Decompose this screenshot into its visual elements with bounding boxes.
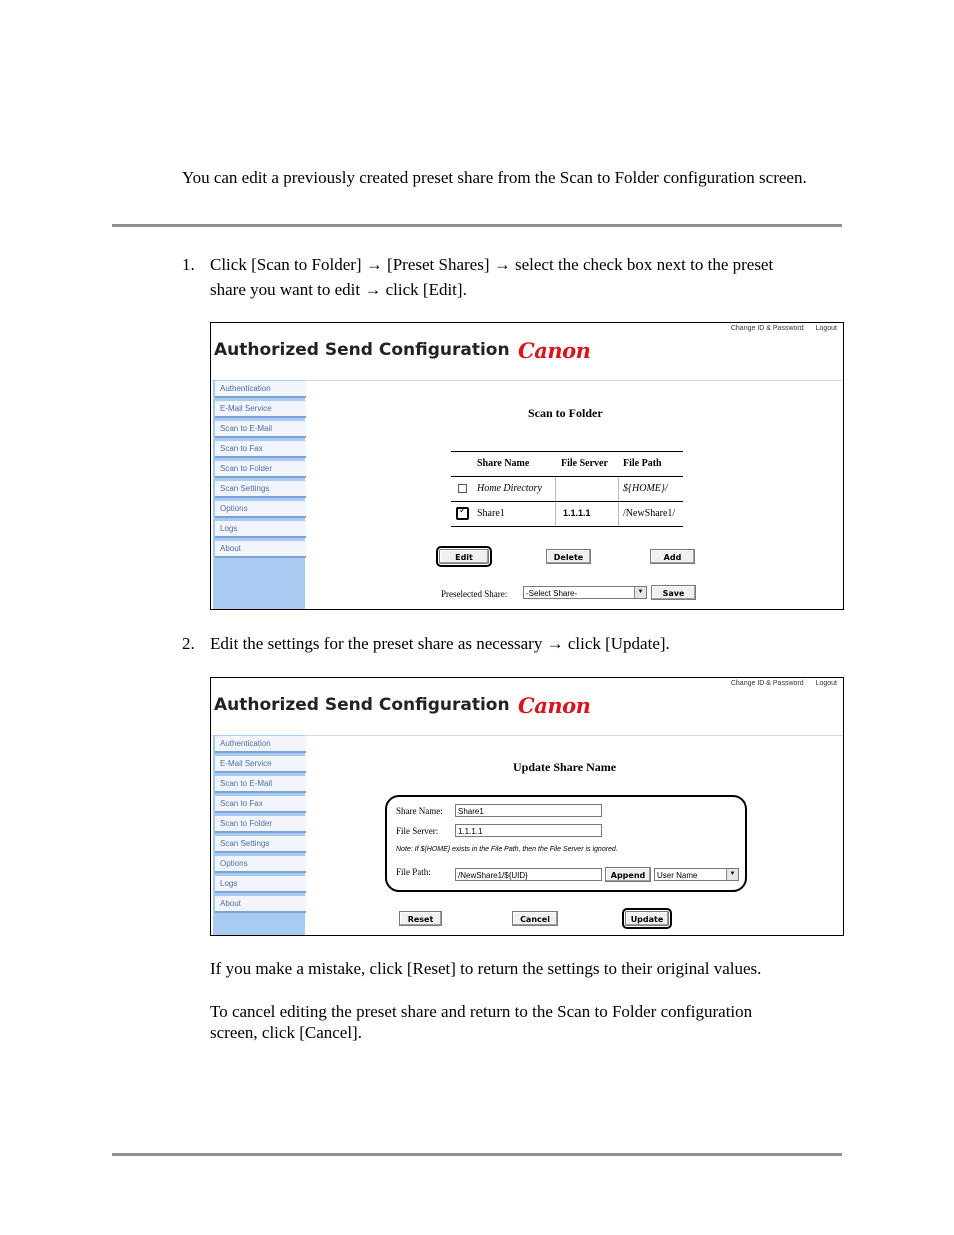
change-id-password-link[interactable]: Change ID & Password (730, 680, 804, 687)
update-share-screenshot (210, 677, 844, 936)
cancel-instruction-line1: To cancel editing the preset share and return to the Scan to Folder configuration (210, 1002, 753, 1021)
add-button[interactable]: Add (650, 549, 695, 564)
delete-button[interactable]: Delete (546, 549, 591, 564)
footer-divider (112, 1153, 842, 1156)
canon-logo: Canon (518, 338, 591, 363)
file-server-input[interactable]: 1.1.1.1 (455, 824, 602, 837)
logout-link[interactable]: Logout (815, 680, 837, 687)
file-server-cell: 1.1.1.1 (563, 508, 591, 518)
save-button[interactable]: Save (651, 585, 696, 600)
column-header-file-path: File Path (623, 458, 662, 469)
step-1-text-line2: share you want to edit → click [Edit]. (210, 280, 467, 299)
sidebar-item-about[interactable]: About (215, 896, 306, 913)
sidebar-item-scan-to-fax[interactable]: Scan to Fax (215, 796, 306, 813)
sidebar-item-email-service[interactable]: E-Mail Service (215, 756, 306, 773)
table-row (451, 477, 683, 502)
sidebar-item-scan-settings[interactable]: Scan Settings (215, 836, 306, 853)
edit-button[interactable]: Edit (439, 549, 489, 564)
table-row (451, 502, 683, 527)
cancel-instruction-line2: screen, click [Cancel]. (210, 1023, 362, 1042)
share-name-cell: Share1 (477, 508, 505, 519)
sidebar-item-options[interactable]: Options (215, 856, 306, 873)
canon-logo: Canon (518, 693, 591, 718)
sidebar-item-authentication[interactable]: Authentication (215, 381, 306, 398)
section-divider (112, 224, 842, 227)
panel-title: Scan to Folder (528, 406, 603, 420)
top-links (721, 325, 837, 332)
sidebar-item-authentication[interactable]: Authentication (215, 736, 306, 753)
append-select-value: User Name (657, 871, 698, 880)
file-path-input[interactable]: /NewShare1/${UID} (455, 868, 602, 881)
reset-instruction: If you make a mistake, click [Reset] to return the settings to their original values. (210, 959, 762, 978)
scan-to-folder-screenshot (210, 322, 844, 610)
cancel-button[interactable]: Cancel (512, 911, 558, 926)
step-1-text-line1: Click [Scan to Folder] → [Preset Shares] → select the check box next to the preset (210, 255, 774, 274)
chevron-down-icon: ▼ (634, 587, 646, 598)
intro-paragraph: You can edit a previously created preset share from the Scan to Folder configuration screen. (182, 168, 807, 187)
file-path-cell: ${HOME}/ (623, 483, 668, 494)
sidebar-item-logs[interactable]: Logs (215, 521, 306, 538)
app-title: Authorized Send Configuration (214, 340, 510, 360)
row-checkbox[interactable] (458, 484, 467, 493)
update-button[interactable]: Update (625, 911, 669, 926)
chevron-down-icon: ▼ (726, 869, 738, 880)
sidebar-item-email-service[interactable]: E-Mail Service (215, 401, 306, 418)
reset-button[interactable]: Reset (399, 911, 442, 926)
sidebar-item-scan-to-fax[interactable]: Scan to Fax (215, 441, 306, 458)
share-name-cell: Home Directory (477, 483, 542, 494)
append-button[interactable]: Append (605, 867, 651, 882)
sidebar-item-options[interactable]: Options (215, 501, 306, 518)
change-id-password-link[interactable]: Change ID & Password (730, 325, 804, 332)
column-header-share-name: Share Name (477, 458, 530, 469)
sidebar-item-logs[interactable]: Logs (215, 876, 306, 893)
sidebar-item-scan-to-folder[interactable]: Scan to Folder (215, 461, 306, 478)
share-name-input[interactable]: Share1 (455, 804, 602, 817)
sidebar-item-scan-settings[interactable]: Scan Settings (215, 481, 306, 498)
sidebar-item-about[interactable]: About (215, 541, 306, 558)
top-links (721, 680, 837, 687)
panel-title: Update Share Name (513, 760, 617, 774)
preset-shares-table (451, 451, 683, 527)
preselected-share-label: Preselected Share: (441, 589, 508, 599)
logout-link[interactable]: Logout (815, 325, 837, 332)
file-server-note: Note: If ${HOME} exists in the File Path, then the File Server is ignored. (396, 846, 618, 853)
file-server-label: File Server: (396, 826, 439, 836)
step-number: 1. (182, 255, 195, 274)
row-checkbox[interactable] (456, 507, 469, 520)
step-number: 2. (182, 634, 195, 653)
sidebar-item-scan-to-email[interactable]: Scan to E-Mail (215, 421, 306, 438)
step-2-text: Edit the settings for the preset share as necessary → click [Update]. (210, 634, 670, 653)
sidebar (213, 380, 305, 609)
sidebar (213, 735, 305, 935)
table-header-row (451, 452, 683, 477)
preselected-share-value: -Select Share- (526, 589, 578, 598)
app-title: Authorized Send Configuration (214, 695, 510, 715)
preselected-share-select[interactable] (523, 586, 647, 599)
share-name-label: Share Name: (396, 806, 443, 816)
file-path-label: File Path: (396, 867, 431, 877)
sidebar-item-scan-to-email[interactable]: Scan to E-Mail (215, 776, 306, 793)
sidebar-item-scan-to-folder[interactable]: Scan to Folder (215, 816, 306, 833)
file-path-cell: /NewShare1/ (623, 508, 676, 519)
append-select[interactable] (654, 868, 739, 881)
column-header-file-server: File Server (561, 458, 608, 469)
